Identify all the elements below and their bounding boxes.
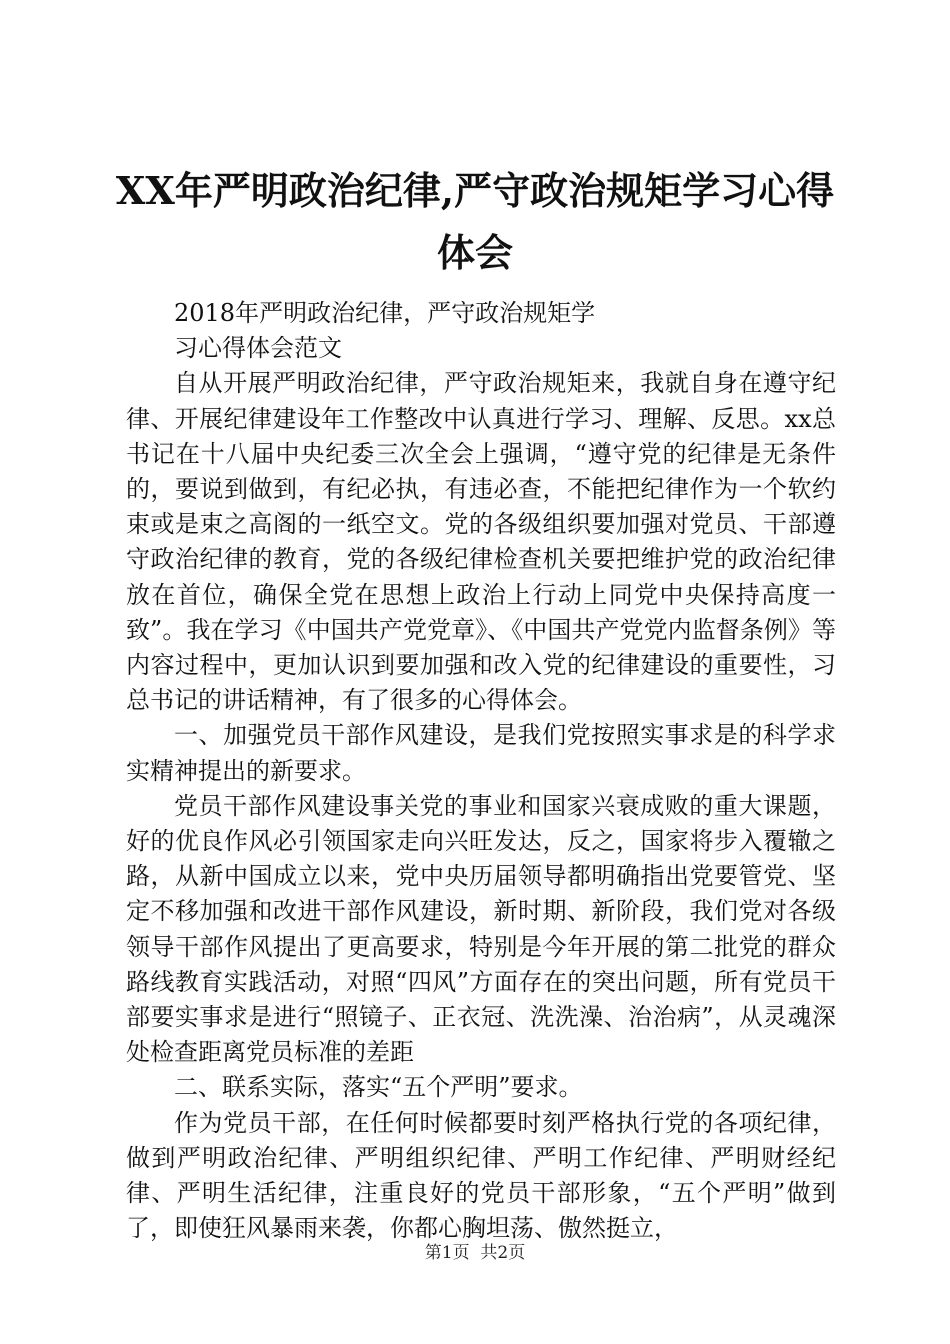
paragraph: 党员干部作风建设事关党的事业和国家兴衰成败的重大课题，好的优良作风必引领国家走向兴旺发达，反之，国家将步入覆辙之路，从新中国成立以来，党中央历届领导都明确指出党要管党、坚定不移加强和改进干部作风建设，新时期、新阶段，我们党对各级领导干部作风提出了更高要求，特别是今年开展的第二批党的群众路线教育实践活动，对照“四风”方面存在的突出问题，所有党员干部要实事求是进行“照镜子、正衣冠、洗洗澡、治治病”，从灵魂深处检查距离党员标准的差距 [126, 791, 836, 1067]
section-heading: 二、联系实际，落实“五个严明”要求。 [174, 1073, 583, 1102]
document-body [126, 296, 836, 1246]
subtitle-line-1: 2018年严明政治纪律，严守政治规矩学 [174, 299, 596, 327]
subtitle-line-2: 习心得体会范文 [174, 334, 342, 363]
document-title: XX年严明政治纪律,严守政治规矩学习心得体会 [115, 168, 835, 275]
paragraph: 自从开展严明政治纪律，严守政治规矩来，我就自身在遵守纪律、开展纪律建设年工作整改中认真进行学习、理解、反思。xx总书记在十八届中央纪委三次全会上强调，“遵守党的纪律是无条件的，要说到做到，有纪必执，有违必查，不能把纪律作为一个软约束或是束之高阁的一纸空文。党的各级组织要加强对党员、干部遵守政治纪律的教育，党的各级纪律检查机关要把维护党的政治纪律放在首位，确保全党在思想上政治上行动上同党中央保持高度一致”。我在学习《中国共产党党章》、《中国共产党党内监督条例》等内容过程中，更加认识到要加强和改入党的纪律建设的重要性，习总书记的讲话精神，有了很多的心得体会。 [126, 369, 836, 715]
section-heading: 一、加强党员干部作风建设，是我们党按照实事求是的科学求实精神提出的新要求。 [126, 721, 836, 785]
paragraph: 作为党员干部，在任何时候都要时刻严格执行党的各项纪律，做到严明政治纪律、严明组织纪律、严明工作纪律、严明财经纪律、严明生活纪律，注重良好的党员干部形象，“五个严明”做到了，即使狂风暴雨来袭，你都心胸坦荡、傲然挺立， [126, 1108, 836, 1243]
page-number: 第1页 共2页 [424, 1243, 526, 1263]
page-footer [0, 1242, 950, 1264]
